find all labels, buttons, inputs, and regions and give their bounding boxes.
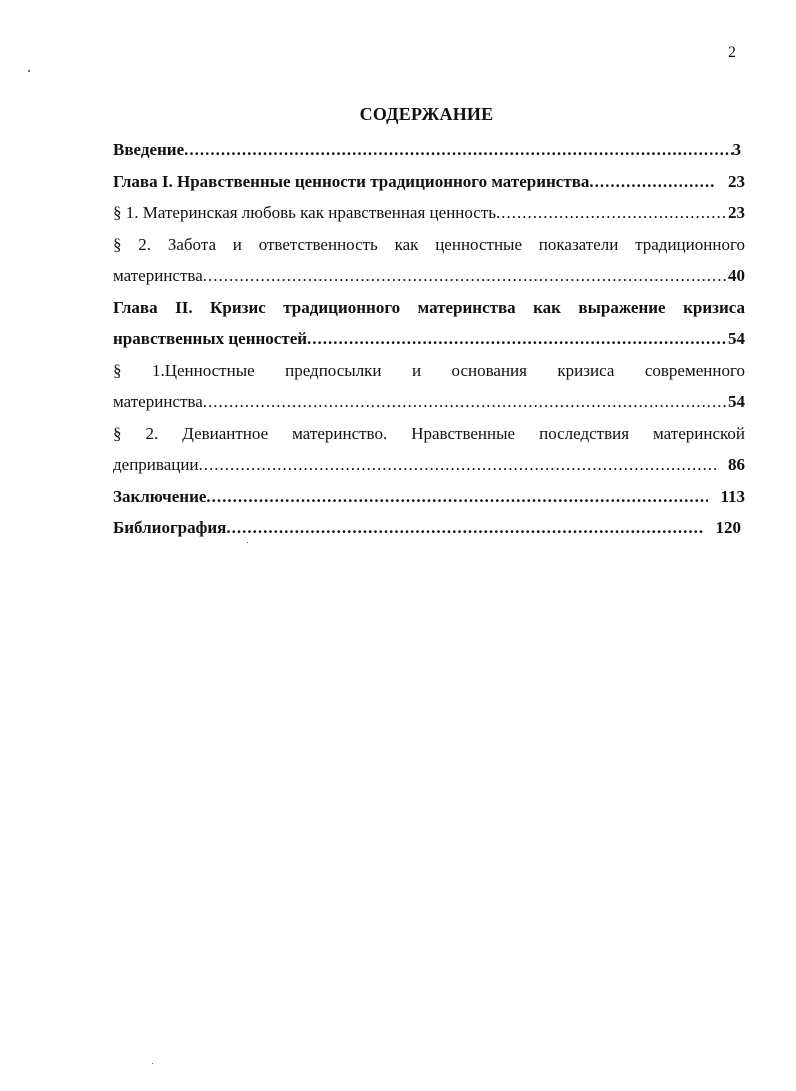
toc-entry-label: § 1.Ценностные предпосылки и основания кризиса современного <box>113 360 745 380</box>
scan-speck <box>247 542 248 543</box>
toc-entry-label: § 2. Забота и ответственность как ценностные показатели традиционного <box>113 234 745 254</box>
table-of-contents <box>113 134 745 544</box>
toc-entry-section-2-2-line1[interactable] <box>113 418 745 450</box>
toc-entry-label: нравственных ценностей <box>113 329 308 348</box>
toc-entry-conclusion[interactable] <box>113 481 745 513</box>
toc-entry-label: материнства <box>113 266 203 285</box>
toc-entry-introduction[interactable] <box>113 134 745 166</box>
toc-entry-page: 113 <box>720 486 745 506</box>
toc-entry-section-2-1-line1[interactable] <box>113 355 745 387</box>
dot-leader <box>184 134 732 166</box>
toc-entry-page: 120 <box>715 518 741 537</box>
dot-leader <box>226 512 703 544</box>
toc-entry-label: Глава II. Кризис традиционного материнства как выражение кризиса <box>113 297 745 317</box>
toc-entry-page: 3 <box>732 140 741 159</box>
dot-leader <box>199 449 716 481</box>
toc-entry-label: § 1. Материнская любовь как нравственная ценность <box>113 203 497 222</box>
dot-leader <box>496 197 728 229</box>
page-title: СОДЕРЖАНИЕ <box>359 104 494 124</box>
toc-entry-label: материнства <box>113 392 203 411</box>
scan-speck <box>28 70 30 72</box>
toc-entry-label: депривации <box>113 455 199 474</box>
dot-leader <box>203 386 728 418</box>
toc-entry-section-1-2-line2[interactable] <box>113 260 745 292</box>
toc-entry-label: Глава I. Нравственные ценности традиционного материнства <box>113 171 590 191</box>
dot-leader <box>307 323 728 355</box>
dot-leader <box>203 260 728 292</box>
toc-entry-page: 54 <box>728 329 745 348</box>
toc-entry-label: Библиография <box>113 518 227 537</box>
toc-entry-section-1-1[interactable] <box>113 197 745 229</box>
toc-entry-page: 54 <box>728 392 745 411</box>
toc-entry-chapter-2-line1[interactable] <box>113 292 745 324</box>
toc-entry-chapter-1[interactable] <box>113 166 745 198</box>
toc-entry-page: 40 <box>728 266 745 285</box>
toc-entry-label: § 2. Девиантное материнство. Нравственные последствия материнской <box>113 423 745 443</box>
toc-entry-chapter-2-line2[interactable] <box>113 323 745 355</box>
dot-leader <box>206 481 708 513</box>
toc-entry-section-2-1-line2[interactable] <box>113 386 745 418</box>
scan-speck <box>152 1063 153 1064</box>
dot-leader <box>589 166 716 198</box>
toc-entry-bibliography[interactable] <box>113 512 745 544</box>
toc-entry-page: 23 <box>728 203 745 222</box>
page-number: 2 <box>728 44 736 61</box>
toc-entry-section-1-2-line1[interactable] <box>113 229 745 261</box>
toc-entry-section-2-2-line2[interactable] <box>113 449 745 481</box>
toc-entry-label: Введение <box>113 140 185 159</box>
toc-entry-label: Заключение <box>113 486 207 506</box>
toc-entry-page: 86 <box>728 455 745 474</box>
toc-entry-page: 23 <box>728 171 745 191</box>
